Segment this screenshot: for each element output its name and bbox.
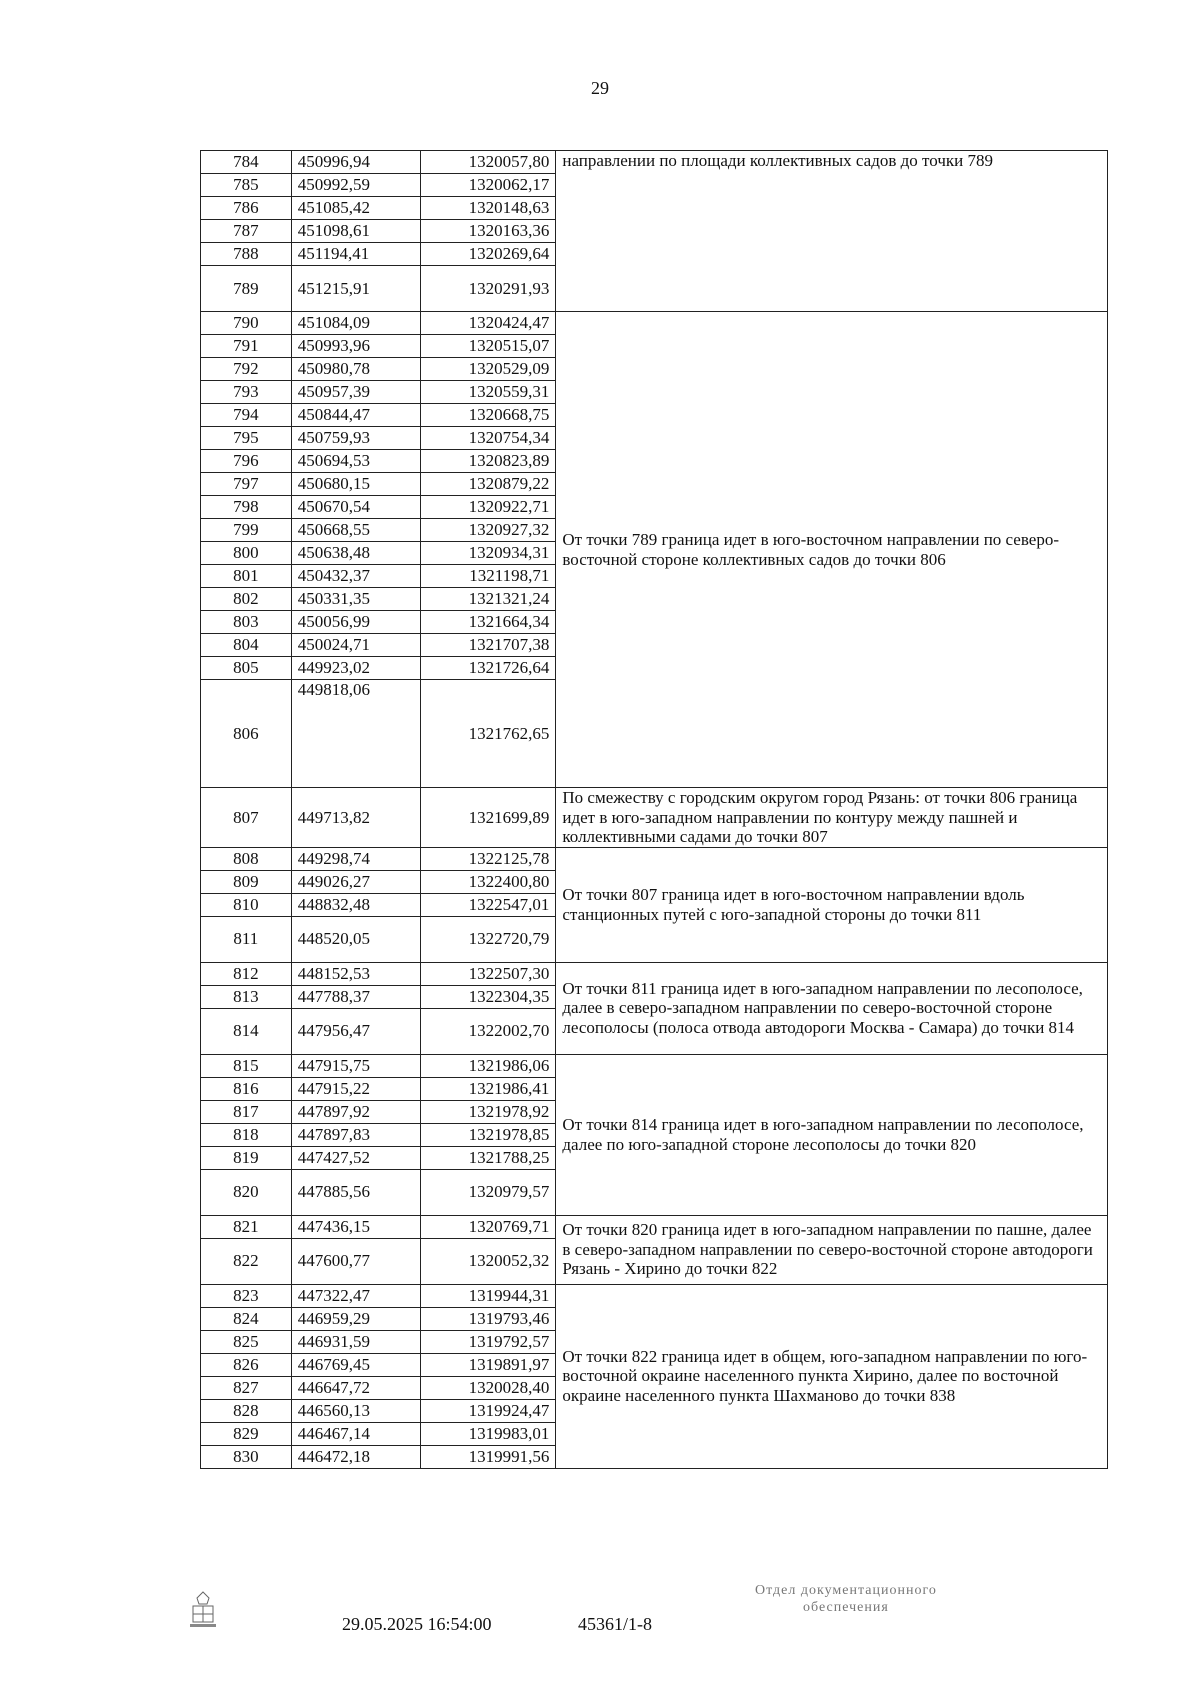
point-number-cell: 814 — [201, 1008, 292, 1054]
table-row — [201, 151, 1108, 174]
point-number-cell: 826 — [201, 1353, 292, 1376]
point-number-cell: 794 — [201, 404, 292, 427]
x-coordinate-cell: 450638,48 — [291, 542, 421, 565]
x-coordinate-cell: 446959,29 — [291, 1307, 421, 1330]
point-number-cell: 790 — [201, 312, 292, 335]
x-coordinate-cell: 447956,47 — [291, 1008, 421, 1054]
y-coordinate-cell: 1322547,01 — [421, 893, 556, 916]
y-coordinate-cell: 1319983,01 — [421, 1422, 556, 1445]
point-number-cell: 829 — [201, 1422, 292, 1445]
y-coordinate-cell: 1320515,07 — [421, 335, 556, 358]
point-number-cell: 803 — [201, 611, 292, 634]
x-coordinate-cell: 450992,59 — [291, 174, 421, 197]
x-coordinate-cell: 449026,27 — [291, 870, 421, 893]
y-coordinate-cell: 1322507,30 — [421, 962, 556, 985]
stamp-line-2: обеспечения — [803, 1599, 889, 1615]
boundary-description-cell: От точки 822 граница идет в общем, юго-западном направлении по юго-восточной окраине населенного пункта Хирино, далее по восточной окраине населенного пункта Шахманово до точки 838 — [556, 1284, 1108, 1468]
point-number-cell: 801 — [201, 565, 292, 588]
x-coordinate-cell: 447436,15 — [291, 1215, 421, 1238]
point-number-cell: 824 — [201, 1307, 292, 1330]
x-coordinate-cell: 451098,61 — [291, 220, 421, 243]
point-number-cell: 825 — [201, 1330, 292, 1353]
x-coordinate-cell: 447915,22 — [291, 1077, 421, 1100]
point-number-cell: 815 — [201, 1054, 292, 1077]
x-coordinate-cell: 447897,83 — [291, 1123, 421, 1146]
x-coordinate-cell: 450056,99 — [291, 611, 421, 634]
x-coordinate-cell: 451215,91 — [291, 266, 421, 312]
y-coordinate-cell: 1320291,93 — [421, 266, 556, 312]
point-number-cell: 817 — [201, 1100, 292, 1123]
boundary-description-cell: От точки 814 граница идет в юго-западном направлении по лесополосе, далее по юго-западной стороне лесополосы до точки 820 — [556, 1054, 1108, 1215]
point-number-cell: 813 — [201, 985, 292, 1008]
y-coordinate-cell: 1320269,64 — [421, 243, 556, 266]
point-number-cell: 806 — [201, 680, 292, 788]
table-row — [201, 962, 1108, 985]
x-coordinate-cell: 449713,82 — [291, 788, 421, 848]
x-coordinate-cell: 450759,93 — [291, 427, 421, 450]
y-coordinate-cell: 1319991,56 — [421, 1445, 556, 1468]
table-row — [201, 1284, 1108, 1307]
y-coordinate-cell: 1320163,36 — [421, 220, 556, 243]
y-coordinate-cell: 1320823,89 — [421, 450, 556, 473]
point-number-cell: 816 — [201, 1077, 292, 1100]
x-coordinate-cell: 450024,71 — [291, 634, 421, 657]
x-coordinate-cell: 449818,06 — [291, 680, 421, 788]
point-number-cell: 796 — [201, 450, 292, 473]
x-coordinate-cell: 446931,59 — [291, 1330, 421, 1353]
table-row — [201, 1215, 1108, 1238]
point-number-cell: 786 — [201, 197, 292, 220]
boundary-description-cell: От точки 811 граница идет в юго-западном направлении по лесополосе, далее в северо-западном направлении по северо-восточной стороне лесополосы (полоса отвода автодороги Москва - Самара) до точки 814 — [556, 962, 1108, 1054]
point-number-cell: 820 — [201, 1169, 292, 1215]
point-number-cell: 795 — [201, 427, 292, 450]
point-number-cell: 808 — [201, 847, 292, 870]
y-coordinate-cell: 1320934,31 — [421, 542, 556, 565]
x-coordinate-cell: 450996,94 — [291, 151, 421, 174]
y-coordinate-cell: 1320057,80 — [421, 151, 556, 174]
x-coordinate-cell: 448152,53 — [291, 962, 421, 985]
point-number-cell: 784 — [201, 151, 292, 174]
x-coordinate-cell: 446560,13 — [291, 1399, 421, 1422]
y-coordinate-cell: 1320148,63 — [421, 197, 556, 220]
department-stamp — [755, 1583, 937, 1617]
table-row — [201, 847, 1108, 870]
x-coordinate-cell: 447427,52 — [291, 1146, 421, 1169]
point-number-cell: 792 — [201, 358, 292, 381]
table-row — [201, 788, 1108, 848]
y-coordinate-cell: 1320052,32 — [421, 1238, 556, 1284]
coat-of-arms-icon — [185, 1590, 221, 1630]
y-coordinate-cell: 1321788,25 — [421, 1146, 556, 1169]
y-coordinate-cell: 1321699,89 — [421, 788, 556, 848]
point-number-cell: 810 — [201, 893, 292, 916]
point-number-cell: 785 — [201, 174, 292, 197]
y-coordinate-cell: 1319793,46 — [421, 1307, 556, 1330]
x-coordinate-cell: 446467,14 — [291, 1422, 421, 1445]
point-number-cell: 791 — [201, 335, 292, 358]
footer-doc-number: 45361/1-8 — [578, 1614, 652, 1634]
table-row — [201, 312, 1108, 335]
point-number-cell: 819 — [201, 1146, 292, 1169]
y-coordinate-cell: 1320922,71 — [421, 496, 556, 519]
x-coordinate-cell: 447897,92 — [291, 1100, 421, 1123]
y-coordinate-cell: 1322304,35 — [421, 985, 556, 1008]
x-coordinate-cell: 450680,15 — [291, 473, 421, 496]
y-coordinate-cell: 1322720,79 — [421, 916, 556, 962]
x-coordinate-cell: 450694,53 — [291, 450, 421, 473]
point-number-cell: 802 — [201, 588, 292, 611]
y-coordinate-cell: 1321986,41 — [421, 1077, 556, 1100]
x-coordinate-cell: 451194,41 — [291, 243, 421, 266]
x-coordinate-cell: 450331,35 — [291, 588, 421, 611]
boundary-description-cell: От точки 820 граница идет в юго-западном направлении по пашне, далее в северо-западном направлении по северо-восточной стороне автодороги Рязань - Хирино до точки 822 — [556, 1215, 1108, 1284]
stamp-line-1: Отдел документационного — [755, 1583, 937, 1598]
y-coordinate-cell: 1321321,24 — [421, 588, 556, 611]
x-coordinate-cell: 448520,05 — [291, 916, 421, 962]
y-coordinate-cell: 1320927,32 — [421, 519, 556, 542]
point-number-cell: 797 — [201, 473, 292, 496]
x-coordinate-cell: 447788,37 — [291, 985, 421, 1008]
y-coordinate-cell: 1319891,97 — [421, 1353, 556, 1376]
boundary-description-cell: направлении по площади коллективных садов до точки 789 — [556, 151, 1108, 312]
y-coordinate-cell: 1322125,78 — [421, 847, 556, 870]
point-number-cell: 807 — [201, 788, 292, 848]
x-coordinate-cell: 450668,55 — [291, 519, 421, 542]
point-number-cell: 789 — [201, 266, 292, 312]
y-coordinate-cell: 1320979,57 — [421, 1169, 556, 1215]
x-coordinate-cell: 450957,39 — [291, 381, 421, 404]
x-coordinate-cell: 449923,02 — [291, 657, 421, 680]
point-number-cell: 800 — [201, 542, 292, 565]
coordinates-table — [200, 150, 1108, 1469]
y-coordinate-cell: 1321707,38 — [421, 634, 556, 657]
x-coordinate-cell: 450980,78 — [291, 358, 421, 381]
y-coordinate-cell: 1320668,75 — [421, 404, 556, 427]
y-coordinate-cell: 1321762,65 — [421, 680, 556, 788]
x-coordinate-cell: 446472,18 — [291, 1445, 421, 1468]
x-coordinate-cell: 447885,56 — [291, 1169, 421, 1215]
x-coordinate-cell: 447322,47 — [291, 1284, 421, 1307]
y-coordinate-cell: 1321664,34 — [421, 611, 556, 634]
point-number-cell: 798 — [201, 496, 292, 519]
y-coordinate-cell: 1321978,85 — [421, 1123, 556, 1146]
boundary-description-cell: От точки 807 граница идет в юго-восточном направлении вдоль станционных путей с юго-западной стороны до точки 811 — [556, 847, 1108, 962]
point-number-cell: 822 — [201, 1238, 292, 1284]
page-number: 29 — [591, 78, 609, 98]
y-coordinate-cell: 1319924,47 — [421, 1399, 556, 1422]
y-coordinate-cell: 1320062,17 — [421, 174, 556, 197]
y-coordinate-cell: 1320424,47 — [421, 312, 556, 335]
y-coordinate-cell: 1322400,80 — [421, 870, 556, 893]
y-coordinate-cell: 1319944,31 — [421, 1284, 556, 1307]
y-coordinate-cell: 1321198,71 — [421, 565, 556, 588]
x-coordinate-cell: 448832,48 — [291, 893, 421, 916]
point-number-cell: 828 — [201, 1399, 292, 1422]
y-coordinate-cell: 1319792,57 — [421, 1330, 556, 1353]
point-number-cell: 799 — [201, 519, 292, 542]
point-number-cell: 793 — [201, 381, 292, 404]
footer-datetime: 29.05.2025 16:54:00 — [342, 1614, 492, 1634]
point-number-cell: 823 — [201, 1284, 292, 1307]
x-coordinate-cell: 450844,47 — [291, 404, 421, 427]
x-coordinate-cell: 451084,09 — [291, 312, 421, 335]
y-coordinate-cell: 1320879,22 — [421, 473, 556, 496]
y-coordinate-cell: 1321986,06 — [421, 1054, 556, 1077]
point-number-cell: 821 — [201, 1215, 292, 1238]
point-number-cell: 787 — [201, 220, 292, 243]
y-coordinate-cell: 1322002,70 — [421, 1008, 556, 1054]
y-coordinate-cell: 1320559,31 — [421, 381, 556, 404]
y-coordinate-cell: 1320028,40 — [421, 1376, 556, 1399]
point-number-cell: 804 — [201, 634, 292, 657]
y-coordinate-cell: 1320769,71 — [421, 1215, 556, 1238]
x-coordinate-cell: 450670,54 — [291, 496, 421, 519]
x-coordinate-cell: 449298,74 — [291, 847, 421, 870]
x-coordinate-cell: 447915,75 — [291, 1054, 421, 1077]
point-number-cell: 805 — [201, 657, 292, 680]
y-coordinate-cell: 1320529,09 — [421, 358, 556, 381]
x-coordinate-cell: 447600,77 — [291, 1238, 421, 1284]
x-coordinate-cell: 451085,42 — [291, 197, 421, 220]
y-coordinate-cell: 1320754,34 — [421, 427, 556, 450]
point-number-cell: 811 — [201, 916, 292, 962]
table-row — [201, 1054, 1108, 1077]
x-coordinate-cell: 450993,96 — [291, 335, 421, 358]
point-number-cell: 809 — [201, 870, 292, 893]
point-number-cell: 827 — [201, 1376, 292, 1399]
point-number-cell: 812 — [201, 962, 292, 985]
point-number-cell: 818 — [201, 1123, 292, 1146]
point-number-cell: 788 — [201, 243, 292, 266]
x-coordinate-cell: 450432,37 — [291, 565, 421, 588]
boundary-description-cell: По смежеству с городским округом город Рязань: от точки 806 граница идет в юго-западном направлении по контуру между пашней и коллективными садами до точки 807 — [556, 788, 1108, 848]
boundary-description-cell: От точки 789 граница идет в юго-восточном направлении по северо-восточной стороне коллективных садов до точки 806 — [556, 312, 1108, 788]
y-coordinate-cell: 1321978,92 — [421, 1100, 556, 1123]
point-number-cell: 830 — [201, 1445, 292, 1468]
x-coordinate-cell: 446647,72 — [291, 1376, 421, 1399]
y-coordinate-cell: 1321726,64 — [421, 657, 556, 680]
x-coordinate-cell: 446769,45 — [291, 1353, 421, 1376]
